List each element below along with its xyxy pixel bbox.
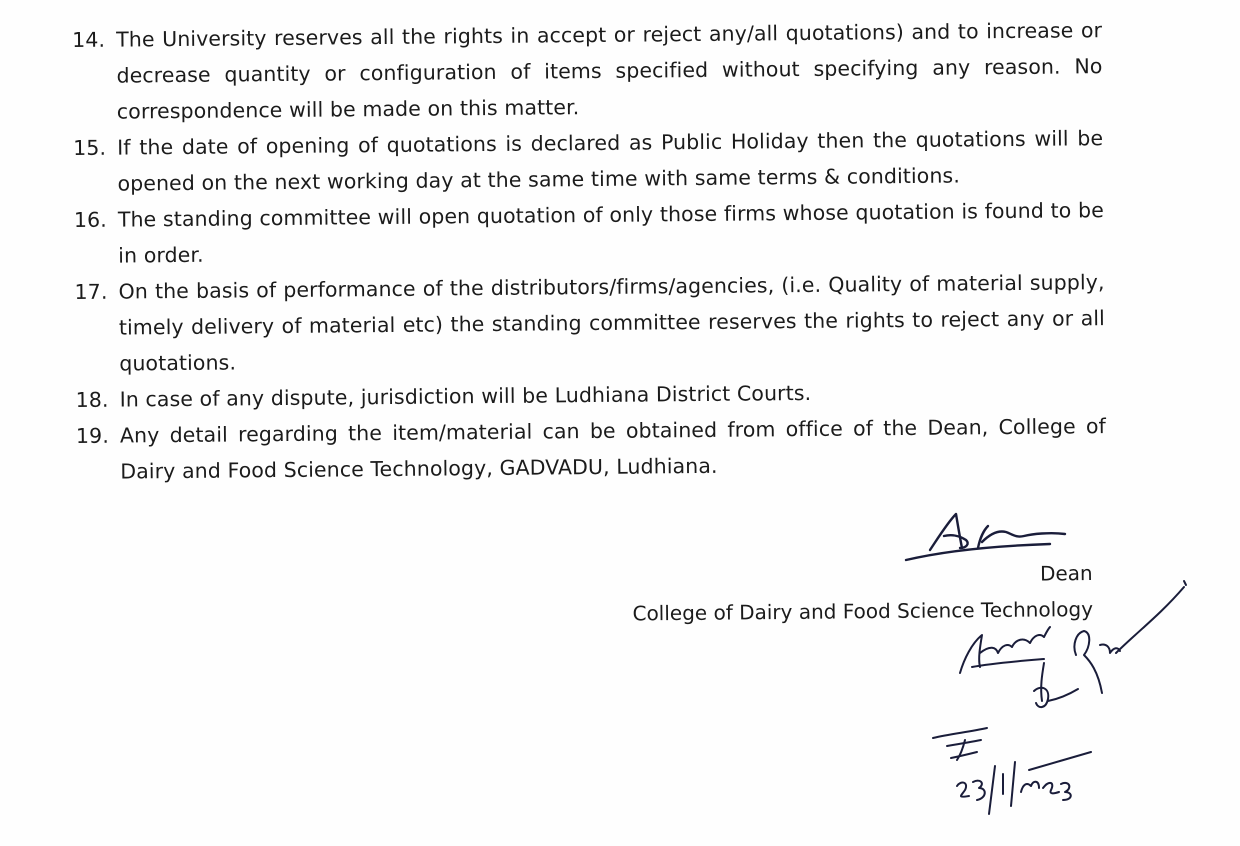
clause-15 <box>73 120 1104 202</box>
signature-block <box>632 555 1093 631</box>
signatory-title: Dean <box>1039 560 1093 586</box>
clause-19 <box>76 408 1107 490</box>
clause-number: 16. <box>73 207 107 232</box>
terms-list <box>72 12 1106 490</box>
clause-number: 14. <box>72 27 106 52</box>
clause-16 <box>74 192 1105 274</box>
clause-14 <box>72 12 1103 130</box>
clause-text: Any detail regarding the item/material can be obtained from office of the Dean, College of Dairy and Food Science Technology, GADVADU, Ludhiana. <box>119 414 1107 484</box>
clause-text: The standing committee will open quotation of only those firms whose quotation is found to be in order. <box>117 198 1104 268</box>
clause-text: The University reserves all the rights in accept or reject any/all quotations) and to increase or decrease quantity or configuration of items specified without specifying any reason. No correspondence will be made on this matter. <box>116 18 1103 124</box>
clause-text: If the date of opening of quotations is declared as Public Holiday then the quotations will be opened on the next working day at the same time with same terms & conditions. <box>117 126 1104 196</box>
clause-number: 17. <box>74 279 108 304</box>
clause-number: 18. <box>75 387 109 412</box>
clause-text: In case of any dispute, jurisdiction will be Ludhiana District Courts. <box>119 380 812 412</box>
handwritten-date <box>925 722 1100 817</box>
clause-17 <box>74 264 1105 382</box>
clause-number: 19. <box>75 423 109 448</box>
clause-text: On the basis of performance of the distributors/firms/agencies, (i.e. Quality of material supply, timely delivery of material etc) the standing committee reserves the rights to reject any or all quotations. <box>118 270 1106 376</box>
clause-number: 15. <box>73 135 107 160</box>
signatory-institution: College of Dairy and Food Science Technology <box>631 596 1093 626</box>
